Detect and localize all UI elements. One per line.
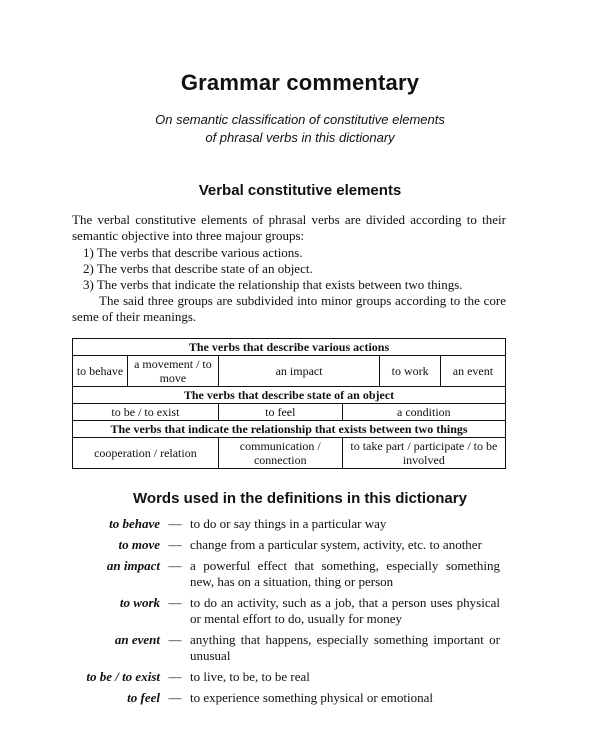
table-cell: to take part / participate / to be involved: [342, 438, 505, 469]
dash-separator: —: [168, 690, 182, 705]
subtitle-line-2: of phrasal verbs in this dictionary: [205, 130, 395, 145]
definition-text: to do or say things in a particular way: [190, 516, 387, 531]
table-row: [73, 404, 506, 421]
list-item: 3) The verbs that indicate the relationship that exists between two things.: [83, 277, 463, 292]
group-list: [72, 245, 512, 293]
closing-paragraph: The said three groups are subdivided into minor groups according to the core seme of their meanings.: [72, 293, 506, 324]
dash-separator: —: [168, 595, 182, 610]
dash-separator: —: [168, 558, 182, 573]
dash-separator: —: [168, 632, 182, 647]
table-header-actions: The verbs that describe various actions: [73, 339, 506, 356]
verb-groups-table: [72, 338, 506, 469]
list-item: 2) The verbs that describe state of an object.: [83, 261, 313, 276]
definition-term: to work: [119, 595, 160, 610]
dash-separator: —: [168, 537, 182, 552]
table-cell: to work: [380, 356, 441, 387]
definition-item: [70, 690, 520, 706]
definition-term: to feel: [127, 690, 160, 705]
table-cell: a condition: [342, 404, 505, 421]
table-cell: a movement / to move: [128, 356, 219, 387]
definition-item: [70, 516, 520, 532]
table-cell: an impact: [218, 356, 379, 387]
definition-text: a powerful effect that something, especially something new, has on a situation, thing or person: [190, 558, 500, 589]
table-cell: communication / connection: [218, 438, 342, 469]
table-header-state: The verbs that describe state of an object: [73, 387, 506, 404]
list-item: 1) The verbs that describe various actions.: [83, 245, 303, 260]
definition-item: [70, 632, 520, 664]
page-title: Grammar commentary: [180, 70, 420, 95]
dash-separator: —: [168, 516, 182, 531]
section-heading-verbal: Verbal constitutive elements: [198, 182, 402, 199]
table-header-relationship: The verbs that indicate the relationship that exists between two things: [73, 421, 506, 438]
subtitle: [0, 111, 600, 147]
table-row: [73, 356, 506, 387]
table-cell: to be / to exist: [73, 404, 219, 421]
table-cell: to feel: [218, 404, 342, 421]
section-heading-words: Words used in the definitions in this dictionary: [133, 490, 467, 507]
definition-term: to be / to exist: [86, 669, 160, 684]
table-cell: to behave: [73, 356, 128, 387]
definition-term: an impact: [106, 558, 160, 573]
definition-term: to move: [118, 537, 160, 552]
definition-text: anything that happens, especially something important or unusual: [190, 632, 500, 663]
table-row: [73, 438, 506, 469]
definition-item: [70, 537, 520, 553]
intro-paragraph: The verbal constitutive elements of phrasal verbs are divided according to their semantic objective into three majour groups:: [72, 212, 506, 243]
subtitle-line-1: On semantic classification of constitutive elements: [155, 112, 445, 127]
definition-item: [70, 558, 520, 590]
definition-text: to do an activity, such as a job, that a person uses physical or mental effort to do, usually for money: [190, 595, 500, 626]
definition-term: an event: [114, 632, 160, 647]
dash-separator: —: [168, 669, 182, 684]
definition-text: change from a particular system, activity, etc. to another: [190, 537, 482, 552]
definition-text: to live, to be, to be real: [190, 669, 310, 684]
definition-item: [70, 669, 520, 685]
definition-text: to experience something physical or emotional: [190, 690, 433, 705]
definitions-list: [70, 516, 520, 711]
definition-item: [70, 595, 520, 627]
table-cell: cooperation / relation: [73, 438, 219, 469]
definition-term: to behave: [109, 516, 160, 531]
table-cell: an event: [440, 356, 505, 387]
